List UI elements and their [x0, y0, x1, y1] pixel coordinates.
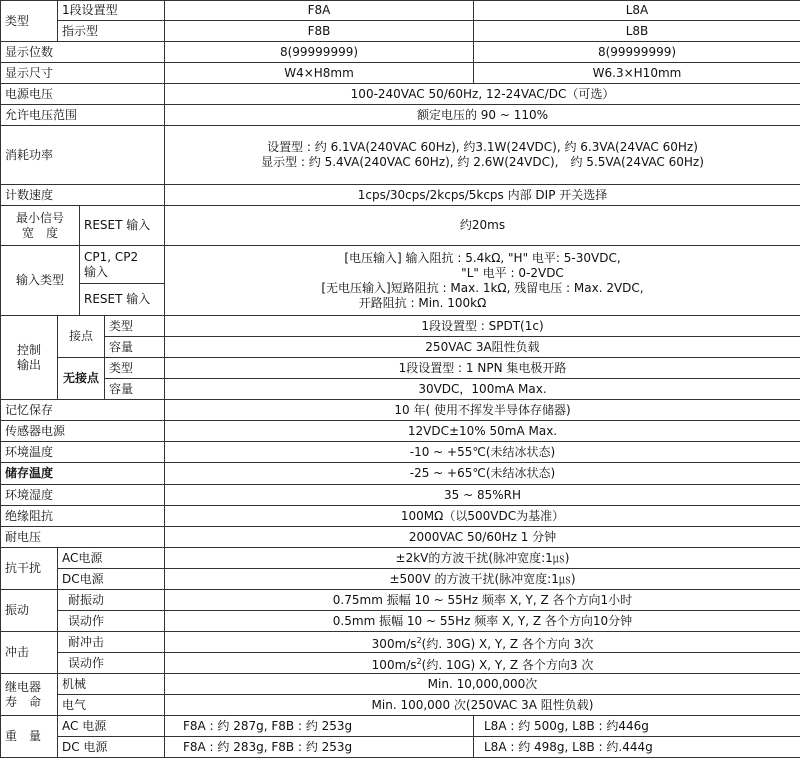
shock-value-2	[165, 653, 800, 674]
shock-a: 耐冲击	[58, 632, 165, 653]
set-type-label: 1段设置型	[58, 1, 165, 21]
allow-value: 额定电压的 90 ~ 110%	[165, 105, 800, 126]
ambient-value: -10 ~ +55℃(未结冰状态)	[165, 442, 800, 463]
minsig-label-2: 宽 度	[21, 225, 58, 240]
shock-b: 误动作	[58, 653, 165, 674]
noise-value-1: ±2kV的方波干扰(脉冲宽度:1㎲)	[165, 548, 800, 569]
shock-value-2-a: 100m/s	[371, 657, 417, 672]
row-speed	[1, 185, 800, 206]
row-vib-1	[1, 590, 800, 611]
ctrl-type-1: 类型	[105, 316, 165, 337]
weight-l-2: L8A : 约 498g, L8B : 约.444g	[474, 737, 800, 758]
row-shock-2	[1, 653, 800, 674]
power-value	[165, 126, 800, 185]
relay-label-2: 寿 命	[5, 694, 42, 709]
row-voltage	[1, 84, 800, 105]
relay-label-1: 继电器	[5, 679, 42, 694]
digits-label: 显示位数	[1, 42, 165, 63]
weight-l-1: L8A : 约 500g, L8B : 约446g	[474, 716, 800, 737]
row-noise-2	[1, 569, 800, 590]
size-f: W4×H8mm	[165, 63, 474, 84]
input-label: 输入类型	[1, 246, 80, 316]
digits-f: 8(99999999)	[165, 42, 474, 63]
minsig-sub: RESET 输入	[80, 206, 165, 246]
humidity-label: 环境湿度	[1, 485, 165, 506]
row-ctrl-2	[1, 337, 800, 358]
row-digits	[1, 42, 800, 63]
ctrl-label-1: 控制	[16, 342, 41, 357]
size-l: W6.3×H10mm	[474, 63, 800, 84]
noise-value-2: ±500V 的方波干扰(脉冲宽度:1㎲)	[165, 569, 800, 590]
row-shock-1	[1, 632, 800, 653]
relay-a: 机械	[58, 674, 165, 695]
input-sub-cp-1: CP1, CP2	[84, 249, 139, 264]
ctrl-type-2: 类型	[105, 358, 165, 379]
ctrl-cap-2: 容量	[105, 379, 165, 400]
row-ctrl-3	[1, 358, 800, 379]
memory-label: 记忆保存	[1, 400, 165, 421]
ctrl-value-1: 1段设置型 : SPDT(1c)	[165, 316, 800, 337]
ctrl-value-3: 1段设置型 : 1 NPN 集电极开路	[165, 358, 800, 379]
shock-sup-1: 2	[416, 635, 422, 645]
row-relay-1	[1, 674, 800, 695]
row-weight-1	[1, 716, 800, 737]
memory-value: 10 年( 使用不挥发半导体存储器)	[165, 400, 800, 421]
weight-label: 重 量	[1, 716, 58, 758]
row-type-2	[1, 21, 800, 42]
weight-ac: AC 电源	[58, 716, 165, 737]
row-sensor	[1, 421, 800, 442]
input-value	[165, 246, 800, 316]
input-line-1: [电压输入] 输入阻抗 : 5.4kΩ, "H" 电平: 5-30VDC,	[344, 250, 621, 265]
power-label: 消耗功率	[1, 126, 165, 185]
ambient-label: 环境温度	[1, 442, 165, 463]
row-ambient	[1, 442, 800, 463]
sensor-value: 12VDC±10% 50mA Max.	[165, 421, 800, 442]
shock-value-1	[165, 632, 800, 653]
noise-ac: AC电源	[58, 548, 165, 569]
row-memory	[1, 400, 800, 421]
row-vib-2	[1, 611, 800, 632]
power-line-1: 设置型 : 约 6.1VA(240VAC 60Hz), 约3.1W(24VDC), 约 6.3VA(24VAC 60Hz)	[267, 140, 698, 154]
vib-value-1: 0.75mm 振幅 10 ~ 55Hz 频率 X, Y, Z 各个方向1小时	[165, 590, 800, 611]
input-sub-cp-2: 输入	[84, 264, 109, 279]
insul-label: 绝缘阻抗	[1, 506, 165, 527]
vib-value-2: 0.5mm 振幅 10 ~ 55Hz 频率 X, Y, Z 各个方向10分钟	[165, 611, 800, 632]
vib-b: 误动作	[58, 611, 165, 632]
row-dielec	[1, 527, 800, 548]
relay-b: 电气	[58, 695, 165, 716]
minsig-label-1: 最小信号	[15, 210, 64, 225]
vib-label: 振动	[1, 590, 58, 632]
humidity-value: 35 ~ 85%RH	[165, 485, 800, 506]
speed-value: 1cps/30cps/2kcps/5kcps 内部 DIP 开关选择	[165, 185, 800, 206]
ctrl-label-2: 输出	[16, 357, 41, 372]
l8b-cell: L8B	[474, 21, 800, 42]
input-line-4: 开路阻抗 : Min. 100kΩ	[358, 295, 487, 310]
vib-a: 耐振动	[58, 590, 165, 611]
storage-label: 储存温度	[1, 463, 165, 485]
ctrl-value-2: 250VAC 3A阻性负载	[165, 337, 800, 358]
power-line-2: 显示型 : 约 5.4VA(240VAC 60Hz), 约 2.6W(24VDC), 约 5.5VA(24VAC 60Hz)	[261, 155, 704, 169]
row-humidity	[1, 485, 800, 506]
shock-label: 冲击	[1, 632, 58, 674]
sensor-label: 传感器电源	[1, 421, 165, 442]
input-line-2: "L" 电平 : 0-2VDC	[461, 265, 564, 280]
row-size	[1, 63, 800, 84]
minsig-label	[1, 206, 80, 246]
relay-value-2: Min. 100,000 次(250VAC 3A 阻性负载)	[165, 695, 800, 716]
weight-f-1: F8A : 约 287g, F8B : 约 253g	[165, 716, 474, 737]
voltage-label: 电源电压	[1, 84, 165, 105]
weight-dc: DC 电源	[58, 737, 165, 758]
weight-f-2: F8A : 约 283g, F8B : 约 253g	[165, 737, 474, 758]
row-insul	[1, 506, 800, 527]
dielec-value: 2000VAC 50/60Hz 1 分钟	[165, 527, 800, 548]
shock-value-2-b: (约. 10G) X, Y, Z 各个方向3 次	[421, 657, 594, 672]
voltage-value: 100-240VAC 50/60Hz, 12-24VAC/DC（可选）	[165, 84, 800, 105]
row-power	[1, 126, 800, 185]
row-weight-2	[1, 737, 800, 758]
digits-l: 8(99999999)	[474, 42, 800, 63]
dielec-label: 耐电压	[1, 527, 165, 548]
ctrl-cap-1: 容量	[105, 337, 165, 358]
row-ctrl-4	[1, 379, 800, 400]
row-noise-1	[1, 548, 800, 569]
row-input-1	[1, 246, 800, 284]
storage-value: -25 ~ +65℃(未结冰状态)	[165, 463, 800, 485]
ctrl-label	[1, 316, 58, 400]
type-label: 类型	[1, 1, 58, 42]
row-minsig	[1, 206, 800, 246]
input-line-3: [无电压输入]短路阻抗 : Max. 1kΩ, 残留电压 : Max. 2VDC,	[321, 280, 644, 295]
speed-label: 计数速度	[1, 185, 165, 206]
size-label: 显示尺寸	[1, 63, 165, 84]
noise-label: 抗干扰	[1, 548, 58, 590]
row-allow	[1, 105, 800, 126]
minsig-value: 约20ms	[165, 206, 800, 246]
l8a-cell: L8A	[474, 1, 800, 21]
row-relay-2	[1, 695, 800, 716]
input-sub-cp	[80, 246, 165, 284]
contact-label: 接点	[58, 316, 105, 358]
row-storage	[1, 463, 800, 485]
row-type-1	[1, 1, 800, 21]
shock-value-1-b: (约. 30G) X, Y, Z 各个方向 3次	[421, 636, 594, 651]
input-sub-reset: RESET 输入	[80, 284, 165, 316]
f8a-cell: F8A	[165, 1, 474, 21]
shock-sup-2: 2	[416, 656, 422, 666]
relay-label	[1, 674, 58, 716]
allow-label: 允许电压范围	[1, 105, 165, 126]
ind-type-label: 指示型	[58, 21, 165, 42]
noise-dc: DC电源	[58, 569, 165, 590]
row-ctrl-1	[1, 316, 800, 337]
ctrl-value-4: 30VDC，100mA Max.	[165, 379, 800, 400]
f8b-cell: F8B	[165, 21, 474, 42]
shock-value-1-a: 300m/s	[371, 636, 417, 651]
nocontact-label: 无接点	[58, 358, 105, 400]
insul-value: 100MΩ（以500VDC为基准）	[165, 506, 800, 527]
relay-value-1: Min. 10,000,000次	[165, 674, 800, 695]
